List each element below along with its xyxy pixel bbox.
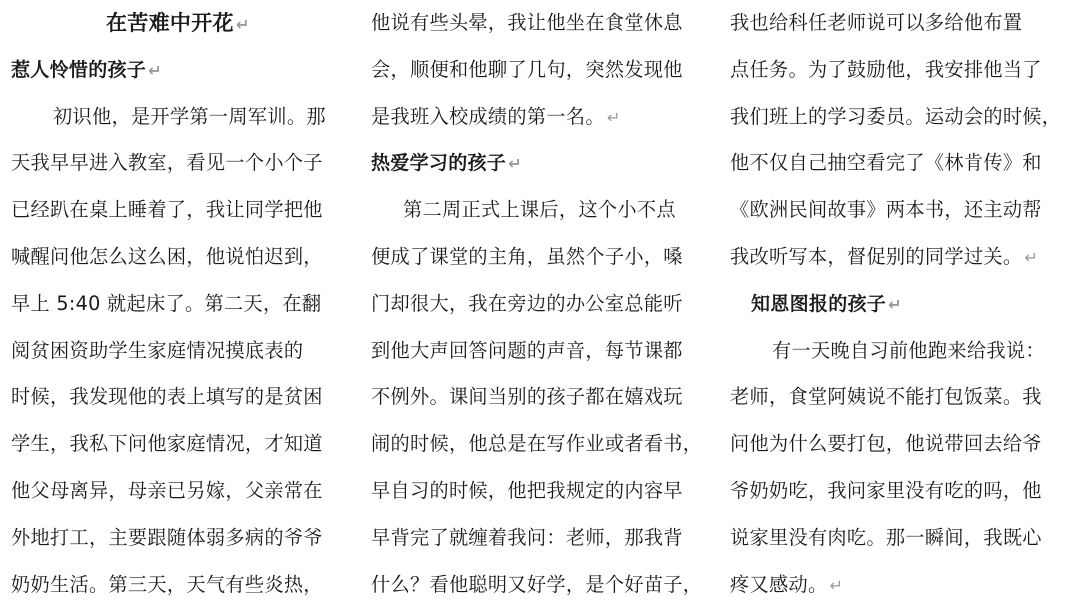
heading-text: 热爱学习的孩子 <box>371 152 507 175</box>
text-span: 我改听写本，督促别的同学过关。 <box>730 244 1023 268</box>
text-line <box>371 468 711 515</box>
text-line <box>11 468 346 515</box>
text-span: 外地打工，主要跟随体弱多病的爷爷 <box>11 525 323 549</box>
text-span: 不例外。课间当别的孩子都在嬉戏玩 <box>371 385 683 409</box>
text-span: 已经趴在桌上睡着了，我让同学把他 <box>11 198 323 222</box>
document-title <box>11 0 346 47</box>
text-line <box>371 94 711 141</box>
text-span: 便成了课堂的主角，虽然个子小，嗓 <box>371 244 683 268</box>
text-span: 奶奶生活。第三天，天气有些炎热， <box>11 572 323 596</box>
paragraph-mark-icon: ↵ <box>148 60 162 80</box>
heading-text: 惹人怜惜的孩子 <box>11 58 147 81</box>
text-span: 说家里没有肉吃。那一瞬间，我既心 <box>730 525 1042 549</box>
text-span: 我也给科任老师说可以多给他布置 <box>730 11 1023 34</box>
text-span: 我们班上的学习委员。运动会的时候， <box>730 104 1062 128</box>
text-span: 到他大声回答问题的声音，每节课都 <box>371 338 683 362</box>
text-span: 学生，我私下问他家庭情况，才知道 <box>11 432 323 456</box>
paragraph-mark-icon: ↵ <box>508 154 522 174</box>
text-span: 有一天晚自习前他跑来给我说： <box>772 338 1045 362</box>
paragraph-mark-icon: ↵ <box>235 15 250 34</box>
text-line <box>371 374 711 421</box>
paragraph-mark-icon: ↵ <box>829 575 844 595</box>
text-line <box>11 94 346 141</box>
text-line <box>730 0 1067 47</box>
text-line <box>730 94 1067 141</box>
text-span: 早背完了就缠着我问：老师，那我背 <box>371 525 683 549</box>
text-span: 早上 5:40 就起床了。第二天，在翻 <box>11 291 322 315</box>
paragraph-mark-icon: ↵ <box>606 107 621 127</box>
text-line <box>371 0 711 47</box>
text-span: 问他为什么要打包，他说带回去给爷 <box>730 432 1042 456</box>
text-line <box>730 468 1067 515</box>
text-line <box>371 515 711 562</box>
text-span: 什么？看他聪明又好学，是个好苗子， <box>371 572 703 596</box>
text-span: 他不仅自己抽空看完了《林肯传》和 <box>730 151 1042 175</box>
section-heading-2 <box>371 140 711 187</box>
text-span: 时候，我发现他的表上填写的是贫困 <box>11 385 323 409</box>
text-line <box>730 421 1067 468</box>
text-line <box>371 328 711 375</box>
text-span: 他父母离异，母亲已另嫁，父亲常在 <box>11 478 323 502</box>
text-line <box>11 515 346 562</box>
text-line <box>11 187 346 234</box>
text-line <box>371 47 711 94</box>
text-line <box>371 187 711 234</box>
text-span: 他说有些头晕，我让他坐在食堂休息 <box>371 11 683 34</box>
text-line <box>371 421 711 468</box>
text-line <box>11 328 346 375</box>
text-line <box>730 515 1067 562</box>
text-line <box>11 140 346 187</box>
text-span: 疼又感动。 <box>730 572 828 596</box>
column-3 <box>730 0 1067 608</box>
heading-text: 知恩图报的孩子 <box>751 292 887 315</box>
paragraph-mark-icon: ↵ <box>1024 247 1039 267</box>
text-span: 初识他，是开学第一周军训。那 <box>53 104 326 128</box>
text-span: 是我班入校成绩的第一名。 <box>371 104 605 128</box>
text-line <box>730 140 1067 187</box>
section-heading-1 <box>11 47 346 94</box>
text-span: 第二周正式上课后，这个小不点 <box>403 198 676 222</box>
text-span: 老师，食堂阿姨说不能打包饭菜。我 <box>730 385 1042 409</box>
text-line <box>11 234 346 281</box>
paragraph-mark-icon: ↵ <box>888 294 902 314</box>
text-span: 天我早早进入教室，看见一个小个子 <box>11 151 323 175</box>
text-span: 点任务。为了鼓励他，我安排他当了 <box>730 57 1042 81</box>
text-span: 门却很大，我在旁边的办公室总能听 <box>371 291 683 315</box>
title-text: 在苦难中开花 <box>106 11 234 35</box>
text-span: 闹的时候，他总是在写作业或者看书， <box>371 432 703 456</box>
column-2 <box>371 0 711 608</box>
text-line <box>730 234 1067 281</box>
text-line <box>371 234 711 281</box>
text-span: 阅贫困资助学生家庭情况摸底表的 <box>11 338 304 362</box>
column-1 <box>11 0 346 608</box>
text-line <box>730 562 1067 609</box>
text-line <box>11 421 346 468</box>
text-line <box>730 328 1067 375</box>
text-span: 爷奶奶吃，我问家里没有吃的吗，他 <box>730 478 1042 502</box>
text-span: 喊醒问他怎么这么困，他说怕迟到， <box>11 244 323 268</box>
section-heading-3 <box>730 281 1067 328</box>
text-span: 早自习的时候，他把我规定的内容早 <box>371 478 683 502</box>
text-line <box>11 281 346 328</box>
text-line <box>730 187 1067 234</box>
text-line <box>730 374 1067 421</box>
text-line <box>11 374 346 421</box>
text-line <box>371 562 711 609</box>
text-line <box>11 562 346 609</box>
text-line <box>371 281 711 328</box>
text-span: 《欧洲民间故事》两本书，还主动帮 <box>730 198 1042 222</box>
text-line <box>730 47 1067 94</box>
text-span: 会，顺便和他聊了几句，突然发现他 <box>371 57 683 81</box>
